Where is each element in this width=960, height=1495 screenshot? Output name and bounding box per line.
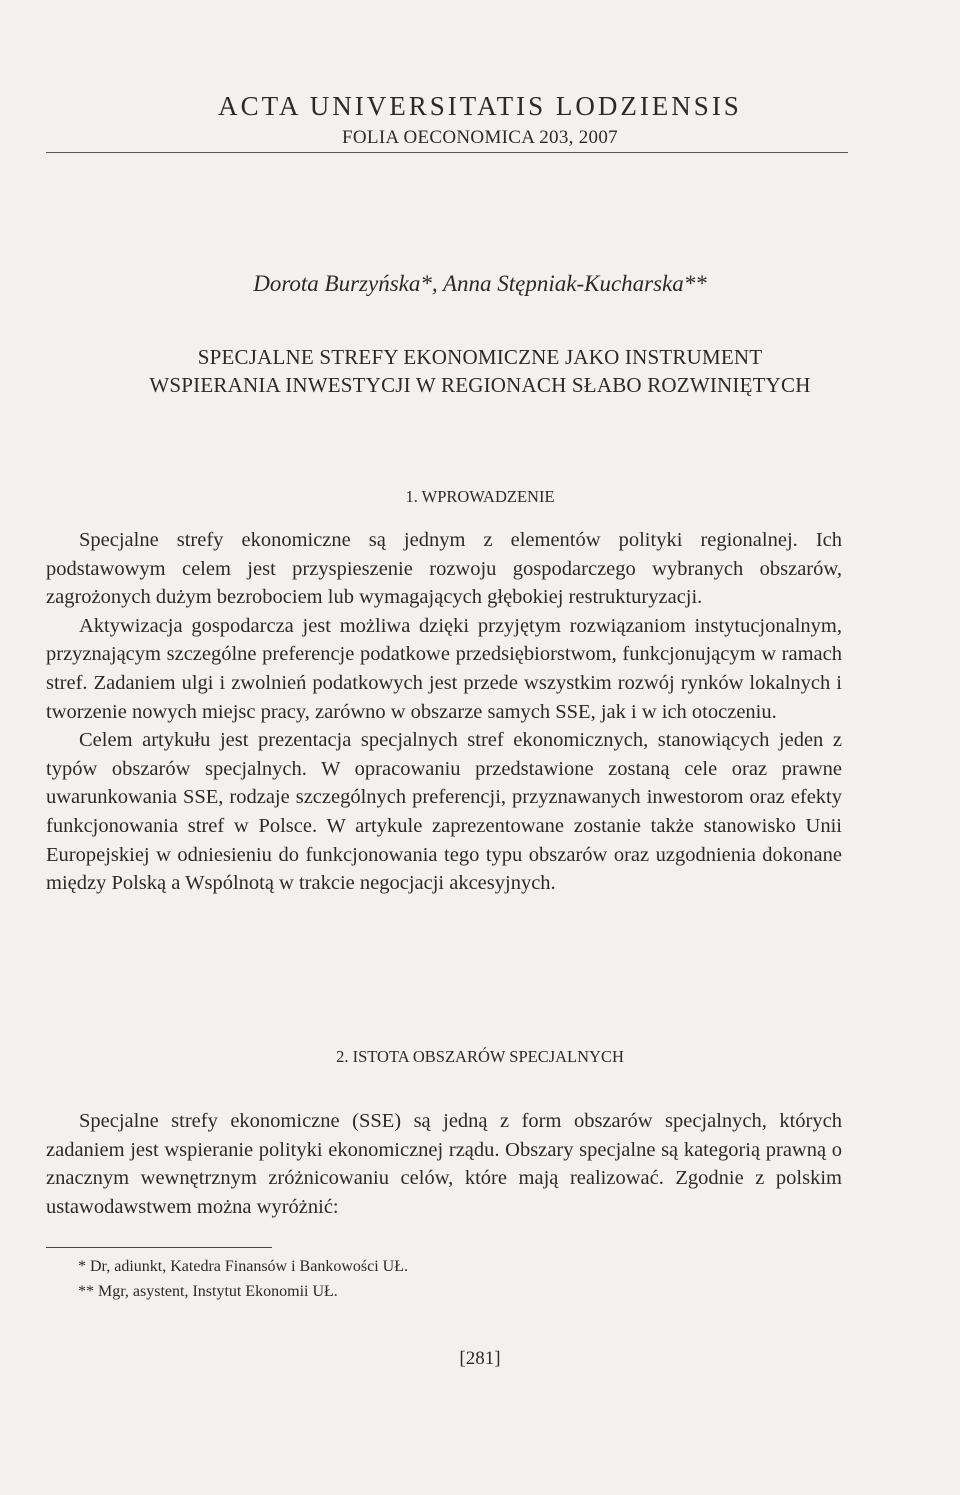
section-2-body <box>46 1107 842 1221</box>
paragraph: Aktywizacja gospodarcza jest możliwa dzięki przyjętym rozwiązaniom instytucjonalnym, przyznającym szczególne preferencje podatkowe przedsiębiorstwom, funkcjonującym w ramach stref. Zadaniem ulgi i zwolnień podatkowych jest przede wszystkim rozwój rynków lokalnych i tworzenie nowych miejsc pracy, zarówno w obszarze samych SSE, jak i w ich otoczeniu. <box>46 614 842 723</box>
section-2-heading: 2. ISTOTA OBSZARÓW SPECJALNYCH <box>336 1047 624 1066</box>
section-1-body <box>46 526 842 898</box>
paragraph: Specjalne strefy ekonomiczne (SSE) są jedną z form obszarów specjalnych, których zadaniem jest wspieranie polityki ekonomicznej rządu. Obszary specjalne są kategorią prawną o znacznym wewnętrznym zróżnicowaniu celów, które mają realizować. Zgodnie z polskim ustawodawstwem można wyróżnić: <box>46 1110 842 1218</box>
article-title <box>0 343 960 399</box>
footnote-author-2: ** Mgr, asystent, Instytut Ekonomii UŁ. <box>78 1283 338 1300</box>
article-title-line-1: SPECJALNE STREFY EKONOMICZNE JAKO INSTRUMENT <box>197 345 763 369</box>
page-number: [281] <box>459 1348 501 1369</box>
article-title-line-2: WSPIERANIA INWESTYCJI W REGIONACH SŁABO ROZWINIĘTYCH <box>149 373 811 397</box>
paragraph: Celem artykułu jest prezentacja specjalnych stref ekonomicznych, stanowiących jeden z typów obszarów specjalnych. W opracowaniu przedstawione zostaną cele oraz prawne uwarunkowania SSE, rodzaje szczególnych preferencji, przyznawanych inwestorom oraz efekty funkcjonowania stref w Polsce. W artykule zaprezentowane zostanie także stanowisko Unii Europejskiej w odniesieniu do funkcjonowania tego typu obszarów oraz uzgodnienia dokonane między Polską a Wspólnotą w trakcie negocjacji akcesyjnych. <box>46 729 842 895</box>
journal-series: FOLIA OECONOMICA 203, 2007 <box>342 127 618 148</box>
article-authors: Dorota Burzyńska*, Anna Stępniak-Kucharska** <box>253 271 707 296</box>
section-1-heading: 1. WPROWADZENIE <box>405 487 555 506</box>
footnote-author-1: * Dr, adiunkt, Katedra Finansów i Bankowości UŁ. <box>78 1258 408 1275</box>
footnotes <box>78 1254 408 1304</box>
journal-title: ACTA UNIVERSITATIS LODZIENSIS <box>218 91 742 121</box>
header-rule <box>46 152 848 153</box>
footnote-rule <box>46 1247 272 1248</box>
paragraph: Specjalne strefy ekonomiczne są jednym z elementów polityki regionalnej. Ich podstawowym celem jest przyspieszenie rozwoju gospodarczego wybranych obszarów, zagrożonych dużym bezrobociem lub wymagających głębokiej restrukturyzacji. <box>46 529 842 609</box>
